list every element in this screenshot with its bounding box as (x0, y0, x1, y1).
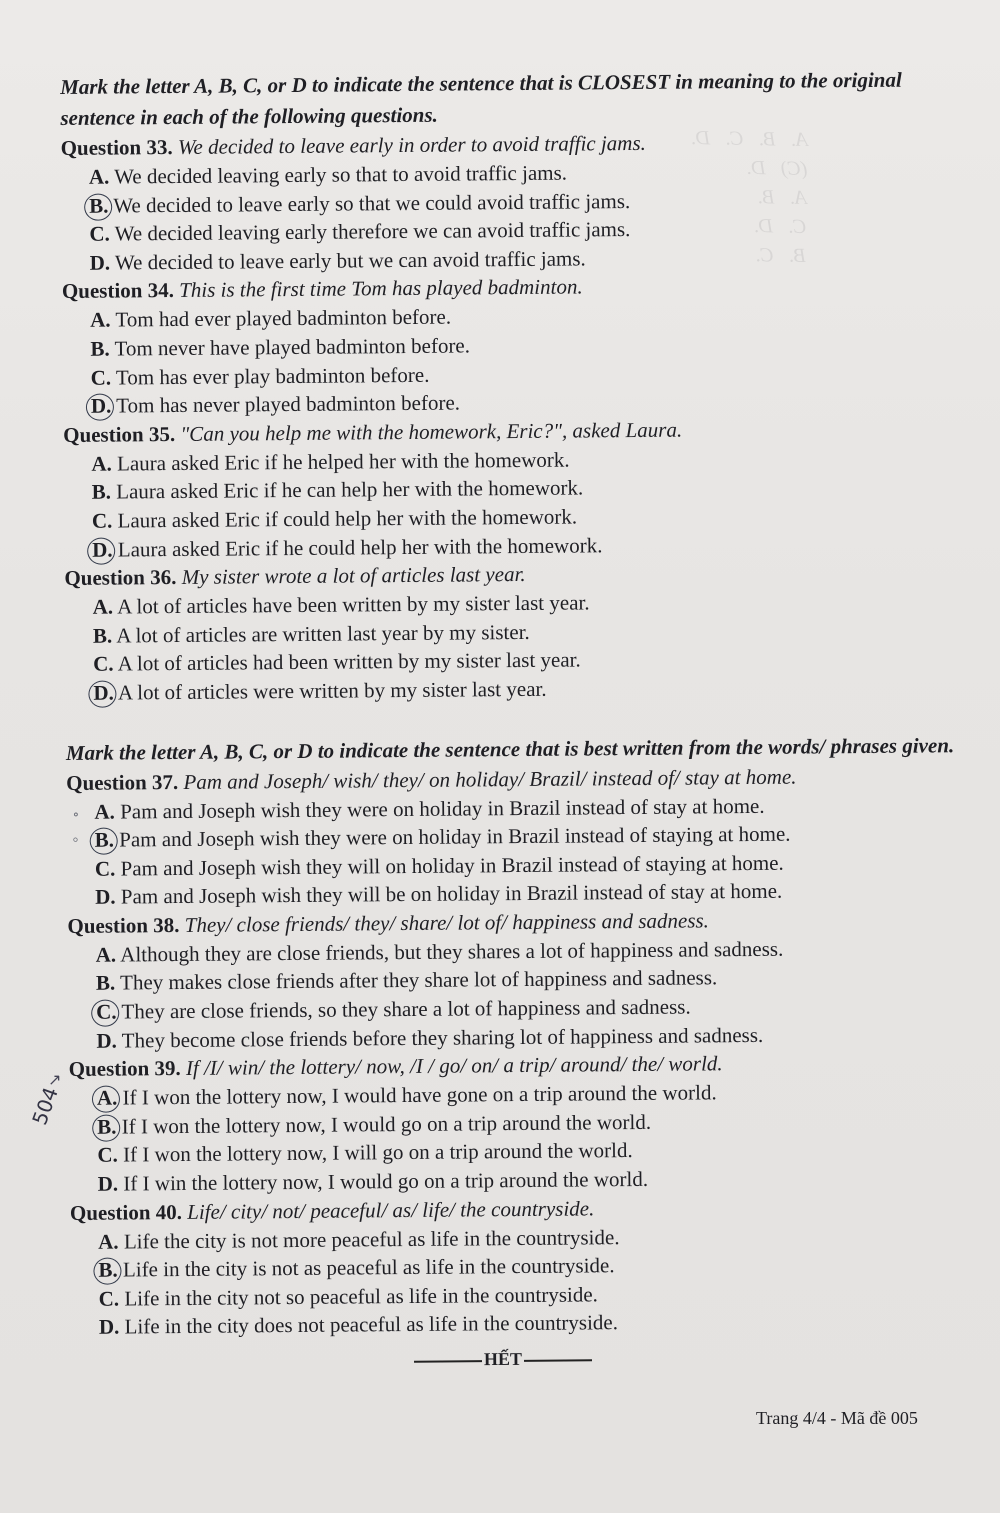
question-34 (62, 269, 973, 420)
option-letter: A. (92, 594, 114, 619)
exam-content (60, 64, 981, 1342)
option-letter: A. (95, 942, 117, 967)
question-label: Question 36. (64, 565, 177, 591)
option-text: They are close friends, so they share a lot of happiness and sadness. (121, 994, 691, 1024)
handwritten-margin-note: 504 (27, 1083, 63, 1129)
option-text: If I won the lottery now, I would have gone on a trip around the world. (122, 1080, 717, 1110)
option-letter: D. (97, 1171, 119, 1196)
option-text: Life in the city does not peaceful as life in the countryside. (124, 1310, 619, 1339)
option-letter: A. (94, 799, 115, 824)
option-letter: C. (93, 651, 114, 677)
option-text: They makes close friends after they share lot of happiness and sadness. (119, 965, 718, 995)
option-text: If I win the lottery now, I would go on a trip around the world. (123, 1166, 649, 1196)
option-text: We decided to leave early so that we could avoid traffic jams. (113, 188, 631, 218)
option-letter: B. (92, 623, 113, 648)
option-text: Tom has ever play badminton before. (115, 362, 430, 390)
option-text: Pam and Joseph wish they were on holiday in Brazil instead of staying at home. (119, 821, 791, 852)
question-label: Question 40. (69, 1199, 183, 1225)
question-prompt: Life/ city/ not/ peaceful/ as/ life/ the countryside. (187, 1196, 595, 1224)
option-letter: D. (92, 535, 113, 564)
question-prompt: This is the first time Tom has played badminton. (179, 274, 583, 303)
option-letter: D. (93, 678, 114, 707)
option-letter: A. (88, 164, 110, 189)
option-letter: C. (97, 1142, 118, 1168)
option-text: We decided leaving early so that to avoid traffic jams. (114, 160, 568, 189)
question-label: Question 35. (63, 421, 176, 447)
option-text: Tom has never played badminton before. (116, 390, 461, 418)
end-mark (412, 1348, 594, 1371)
page-number: Trang 4/4 - Mã đề 005 (756, 1408, 918, 1428)
option-text: We decided leaving early therefore we can avoid traffic jams. (114, 217, 631, 246)
option-letter: B. (95, 826, 115, 855)
option-text: Although they are close friends, but they shares a lot of happiness and sadness. (120, 936, 784, 967)
option-letter: D. (98, 1314, 120, 1340)
question-prompt: My sister wrote a lot of articles last year. (181, 562, 526, 590)
option-text: Laura asked Eric if he could help her with the homework. (117, 532, 603, 562)
option-text: They become close friends before they sharing lot of happiness and sadness. (121, 1022, 764, 1053)
question-40 (70, 1191, 981, 1342)
option-text: Pam and Joseph wish they were on holiday in Brazil instead of stay at home. (120, 793, 765, 824)
option-letter: A. (91, 451, 112, 476)
option-letter: B. (90, 336, 110, 361)
option-text: If I won the lottery now, I will go on a trip around the world. (123, 1138, 633, 1167)
question-label: Question 34. (61, 278, 175, 304)
option-text: Tom had ever played badminton before. (115, 304, 452, 332)
option-text: Laura asked Eric if he can help her with the homework. (116, 475, 584, 504)
question-label: Question 38. (67, 912, 180, 938)
option-text: Life in the city is not as peaceful as life in the countryside. (122, 1253, 615, 1282)
option-text: A lot of articles have been written by my sister last year. (117, 590, 590, 619)
question-37 (66, 761, 977, 912)
option-letter: D. (96, 1028, 117, 1053)
section-1-instruction: Mark the letter A, B, C, or D to indicate the sentence that is CLOSEST in meaning to the original sentence in each of the following questions. (60, 67, 902, 130)
option-text: Pam and Joseph wish they will be on holiday in Brazil instead of stay at home. (120, 879, 783, 909)
question-36 (64, 556, 975, 707)
end-dash-right (524, 1359, 592, 1362)
question-prompt: They/ close friends/ they/ share/ lot of/ happiness and sadness. (184, 908, 709, 937)
option-text: Laura asked Eric if could help her with the homework. (117, 504, 578, 533)
question-label: Question 37. (66, 769, 179, 795)
section-2-instruction: Mark the letter A, B, C, or D to indicate the sentence that is best written from the words/ phrases given. (65, 732, 955, 765)
option-letter: B. (91, 479, 112, 505)
option-letter: A. (98, 1229, 119, 1254)
question-label: Question 39. (68, 1056, 181, 1082)
option-letter: D. (95, 884, 116, 910)
option-letter: D. (91, 392, 112, 421)
option-letter: C. (96, 998, 117, 1027)
option-letter: B. (97, 1112, 117, 1141)
pencil-mark-icon: ° (72, 835, 79, 852)
question-38 (67, 904, 978, 1055)
option-text: Tom never have played badminton before. (114, 333, 471, 361)
option-letter: C. (98, 1286, 120, 1311)
option-letter: B. (89, 191, 109, 220)
option-text: Life in the city not so peaceful as life in the countryside. (124, 1282, 598, 1311)
option-letter: C. (89, 221, 110, 246)
question-prompt: We decided to leave early in order to avoid traffic jams. (177, 130, 646, 159)
question-33 (61, 126, 972, 277)
question-prompt: Pam and Joseph/ wish/ they/ on holiday/ Brazil/ instead of/ stay at home. (183, 764, 797, 794)
option-text: Life the city is not more peaceful as life in the countryside. (123, 1224, 620, 1254)
option-text: A lot of articles are written last year by my sister. (116, 619, 530, 648)
option-text: Pam and Joseph wish they will on holiday in Brazil instead of staying at home. (120, 850, 784, 881)
end-mark-text: HẾT (483, 1348, 523, 1370)
end-dash-left (414, 1360, 482, 1363)
option-text: A lot of articles were written by my sister last year. (117, 676, 547, 705)
question-prompt: "Can you help me with the homework, Eric?", asked Laura. (180, 417, 683, 446)
option-letter: A. (97, 1084, 118, 1113)
option-letter: A. (90, 307, 111, 333)
question-prompt: If /I/ win/ the lottery/ now, /I / go/ on/ a trip/ around/ the/ world. (185, 1051, 723, 1081)
option-letter: C. (90, 365, 112, 390)
option-letter: C. (91, 508, 113, 533)
option-letter: C. (94, 856, 116, 881)
option-text: We decided to leave early but we can avoid traffic jams. (114, 246, 586, 275)
option-text: If I won the lottery now, I would go on a trip around the world. (121, 1109, 652, 1139)
question-label: Question 33. (60, 135, 173, 160)
option-text: A lot of articles had been written by my sister last year. (117, 647, 581, 676)
bleed-through-texture: A. B. C. D. (C) D. A. B. C. D. B. C. (690, 100, 809, 268)
pencil-tick-icon: ↗ (48, 1070, 62, 1089)
option-letter: D. (89, 250, 111, 275)
option-letter: B. (95, 971, 116, 996)
option-text: Laura asked Eric if he helped her with the homework. (116, 447, 570, 476)
option-letter: B. (98, 1256, 118, 1285)
pencil-mark-icon: ∘ (72, 807, 80, 823)
question-39 (69, 1047, 980, 1198)
question-35 (63, 413, 974, 564)
